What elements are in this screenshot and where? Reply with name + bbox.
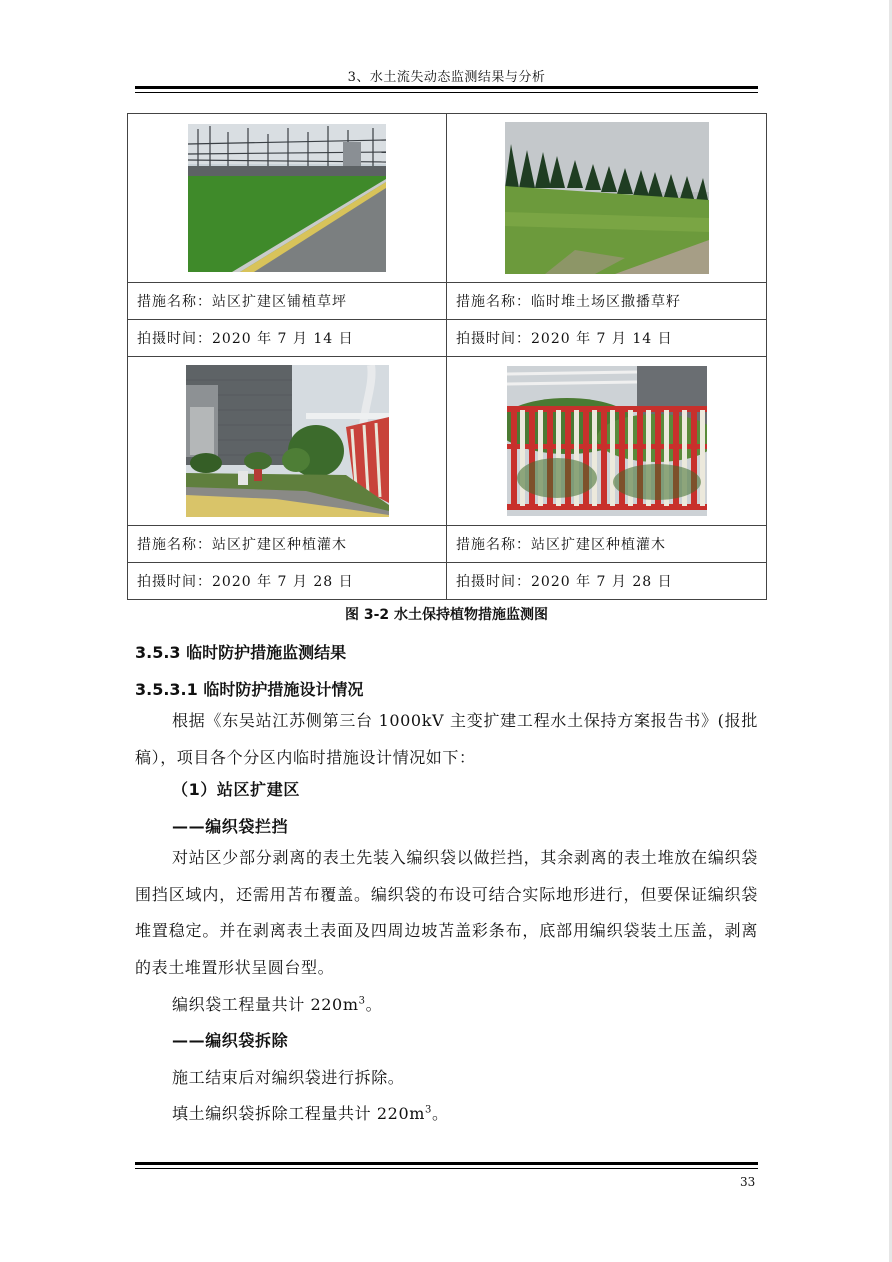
measure-name: 措施名称：站区扩建区种植灌木 [447, 526, 767, 563]
photo-row [128, 114, 767, 283]
measure-heading: ——编织袋拆除 [172, 1031, 289, 1050]
header-rule-thin [135, 92, 758, 93]
header-rule-thick [135, 86, 758, 89]
footer-rule-thick [135, 1162, 758, 1165]
measure-paragraph: 施工结束后对编织袋进行拆除。 [172, 1068, 405, 1087]
photo-substation-grass-lawn [188, 124, 386, 272]
quantity-line: 填土编织袋拆除工程量共计 $220m^3$。 [172, 1104, 449, 1123]
table-row [128, 526, 767, 563]
photo-date: 拍摄时间：2020 年 7 月 28 日 [447, 563, 767, 600]
intro-paragraph: 根据《东吴站江苏侧第三台 1000kV 主变扩建工程水土保持方案报告书》(报批稿），项目各个分区内临时措施设计情况如下： [135, 711, 758, 767]
measure-heading: ——编织袋拦挡 [172, 817, 289, 836]
table-row [128, 320, 767, 357]
photo-row [128, 357, 767, 526]
photo-cell [128, 114, 447, 283]
photo-cell [447, 357, 767, 526]
footer-rule-thin [135, 1168, 758, 1169]
figure-caption: 图 3-2 水土保持植物措施监测图 [344, 607, 549, 623]
measure-name: 措施名称：站区扩建区铺植草坪 [128, 283, 447, 320]
measure-name: 措施名称：临时堆土场区撒播草籽 [447, 283, 767, 320]
photo-station-building-shrubs [186, 365, 389, 517]
quantity-line: 编织袋工程量共计 $220m^3$。 [172, 995, 383, 1014]
section-heading: 3.5.3 临时防护措施监测结果 [135, 643, 347, 662]
table-row [128, 283, 767, 320]
monitoring-photo-table [127, 113, 767, 600]
subsection-heading: 3.5.3.1 临时防护措施设计情况 [135, 680, 364, 699]
photo-temporary-soil-area-grass [505, 122, 709, 274]
running-header: 3、水土流失动态监测结果与分析 [347, 70, 546, 85]
photo-date: 拍摄时间：2020 年 7 月 14 日 [447, 320, 767, 357]
zone-heading: （1）站区扩建区 [172, 780, 300, 799]
measure-paragraph: 对站区少部分剥离的表土先装入编织袋以做拦挡，其余剥离的表土堆放在编织袋围挡区域内，还需用苫布覆盖。编织袋的布设可结合实际地形进行，但要保证编织袋堆置稳定。并在剥离表土表面及四周边坡苫盖彩条布，底部用编织袋装土压盖，剥离的表土堆置形状呈圆台型。 [135, 848, 758, 977]
measure-name: 措施名称：站区扩建区种植灌木 [128, 526, 447, 563]
photo-cell [128, 357, 447, 526]
photo-date: 拍摄时间：2020 年 7 月 28 日 [128, 563, 447, 600]
photo-date: 拍摄时间：2020 年 7 月 14 日 [128, 320, 447, 357]
photo-fenced-shrubs [507, 366, 707, 516]
photo-cell [447, 114, 767, 283]
table-row [128, 563, 767, 600]
page-number: 33 [740, 1175, 756, 1189]
